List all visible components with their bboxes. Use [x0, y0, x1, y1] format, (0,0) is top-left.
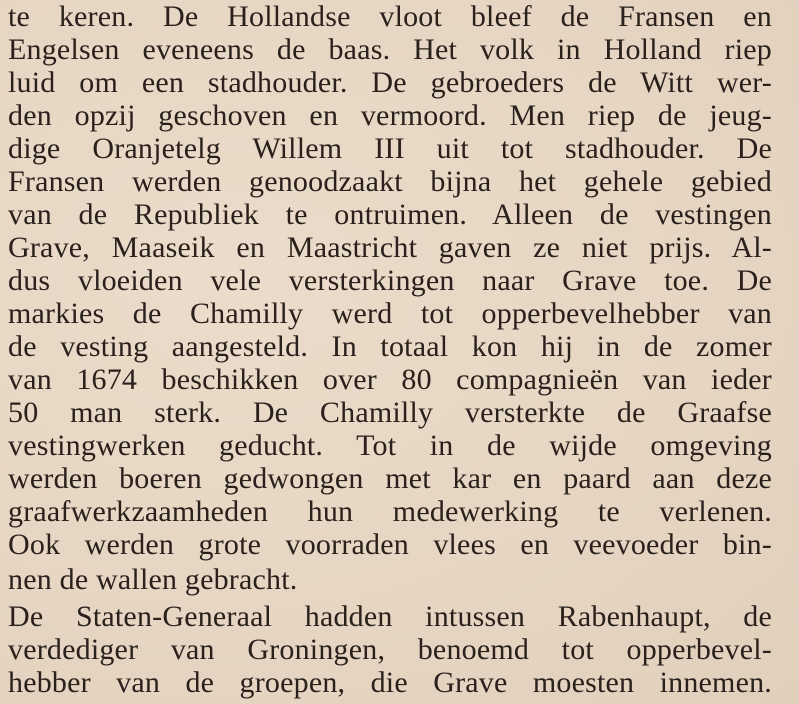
- text-line-21: hebber van de groepen, die Grave moesten innemen.: [8, 666, 772, 699]
- text-line-9: dus vloeiden vele versterkingen naar Grave toe. De: [8, 264, 772, 297]
- text-line-13: 50 man sterk. De Chamilly versterkte de Graafse: [8, 396, 772, 429]
- text-line-14: vestingwerken geducht. Tot in de wijde omgeving: [8, 429, 772, 462]
- text-line-10: markies de Chamilly werd tot opperbevelhebber van: [8, 297, 772, 330]
- text-line-16: graafwerkzaamheden hun medewerking te verlenen.: [8, 495, 772, 528]
- text-line-20: verdediger van Groningen, benoemd tot opperbevel-: [8, 633, 772, 666]
- text-line-5: dige Oranjetelg Willem III uit tot stadhouder. De: [8, 132, 772, 165]
- text-line-7: van de Republiek te ontruimen. Alleen de vestingen: [8, 198, 772, 231]
- text-line-11: de vesting aangesteld. In totaal kon hij in de zomer: [8, 330, 772, 363]
- text-line-15: werden boeren gedwongen met kar en paard aan deze: [8, 462, 772, 495]
- text-line-17: Ook werden grote voorraden vlees en veevoeder bin-: [8, 528, 772, 561]
- text-line-4: den opzij geschoven en vermoord. Men riep de jeug-: [8, 99, 772, 132]
- text-line-18: nen de wallen gebracht.: [8, 563, 298, 596]
- text-line-3: luid om een stadhouder. De gebroeders de Witt wer-: [8, 66, 772, 99]
- text-line-8: Grave, Maaseik en Maastricht gaven ze niet prijs. Al-: [8, 231, 772, 264]
- text-line-12: van 1674 beschikken over 80 compagnieën van ieder: [8, 363, 772, 396]
- text-line-1: te keren. De Hollandse vloot bleef de Fransen en: [8, 0, 772, 33]
- text-line-2: Engelsen eveneens de baas. Het volk in Holland riep: [8, 33, 772, 66]
- text-line-19: De Staten-Generaal hadden intussen Rabenhaupt, de: [8, 600, 772, 633]
- text-line-6: Fransen werden genoodzaakt bijna het gehele gebied: [8, 165, 772, 198]
